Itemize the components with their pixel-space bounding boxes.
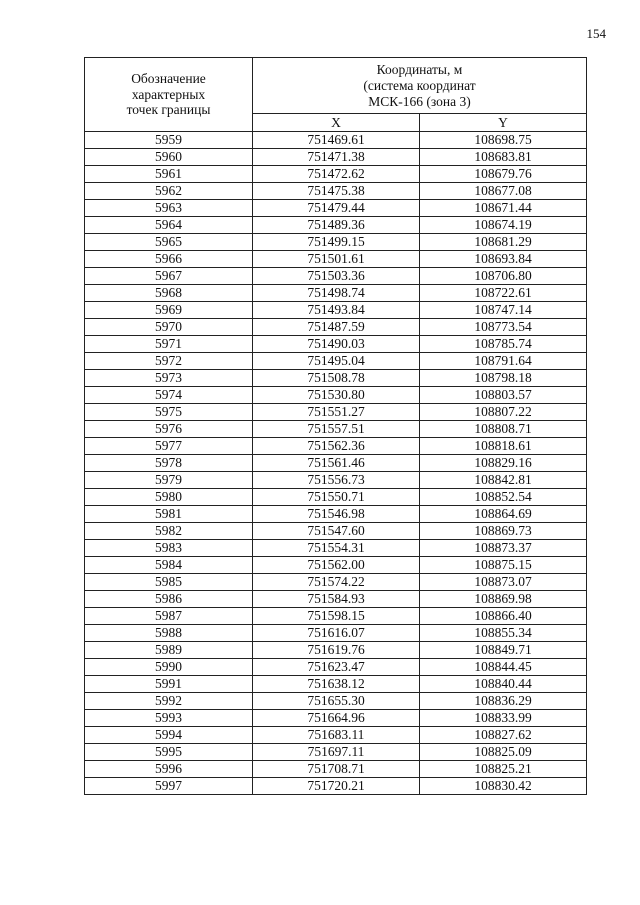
y-coordinate-cell: 108833.99 [420, 710, 587, 727]
table-row [85, 217, 587, 234]
x-coordinate-cell: 751562.00 [253, 557, 420, 574]
table-row [85, 149, 587, 166]
point-id-cell: 5988 [85, 625, 253, 642]
table-row [85, 574, 587, 591]
table-row [85, 472, 587, 489]
point-id-cell: 5996 [85, 761, 253, 778]
table-row [85, 591, 587, 608]
y-coordinate-cell: 108808.71 [420, 421, 587, 438]
table-row [85, 778, 587, 795]
point-id-cell: 5960 [85, 149, 253, 166]
header-line: точек границы [126, 102, 211, 118]
header-line: (система координат [363, 77, 476, 93]
table-row [85, 353, 587, 370]
point-id-cell: 5990 [85, 659, 253, 676]
table-row [85, 608, 587, 625]
table-row [85, 523, 587, 540]
point-id-cell: 5984 [85, 557, 253, 574]
y-coordinate-cell: 108722.61 [420, 285, 587, 302]
table-row [85, 183, 587, 200]
point-id-cell: 5968 [85, 285, 253, 302]
point-id-cell: 5959 [85, 132, 253, 149]
y-coordinate-cell: 108785.74 [420, 336, 587, 353]
header-line: МСК-166 (зона 3) [368, 93, 471, 109]
x-coordinate-cell: 751623.47 [253, 659, 420, 676]
y-coordinate-cell: 108825.21 [420, 761, 587, 778]
y-coordinate-cell: 108852.54 [420, 489, 587, 506]
point-id-cell: 5983 [85, 540, 253, 557]
y-coordinate-cell: 108674.19 [420, 217, 587, 234]
x-coordinate-cell: 751551.27 [253, 404, 420, 421]
table-row [85, 438, 587, 455]
table-row [85, 540, 587, 557]
y-column-header: Y [420, 114, 587, 132]
point-id-cell: 5967 [85, 268, 253, 285]
x-coordinate-cell: 751697.11 [253, 744, 420, 761]
y-coordinate-cell: 108844.45 [420, 659, 587, 676]
x-coordinate-cell: 751495.04 [253, 353, 420, 370]
y-coordinate-cell: 108803.57 [420, 387, 587, 404]
table-row [85, 761, 587, 778]
table-row [85, 132, 587, 149]
x-coordinate-cell: 751498.74 [253, 285, 420, 302]
point-id-cell: 5989 [85, 642, 253, 659]
x-coordinate-cell: 751720.21 [253, 778, 420, 795]
table-row [85, 506, 587, 523]
y-coordinate-cell: 108836.29 [420, 693, 587, 710]
point-designation-header [85, 58, 253, 132]
y-coordinate-cell: 108829.16 [420, 455, 587, 472]
table-row [85, 268, 587, 285]
y-coordinate-cell: 108773.54 [420, 319, 587, 336]
x-coordinate-cell: 751489.36 [253, 217, 420, 234]
point-id-cell: 5991 [85, 676, 253, 693]
point-id-cell: 5982 [85, 523, 253, 540]
point-id-cell: 5975 [85, 404, 253, 421]
x-coordinate-cell: 751554.31 [253, 540, 420, 557]
table-row [85, 251, 587, 268]
x-coordinate-cell: 751550.71 [253, 489, 420, 506]
y-coordinate-cell: 108869.98 [420, 591, 587, 608]
x-coordinate-cell: 751546.98 [253, 506, 420, 523]
y-coordinate-cell: 108855.34 [420, 625, 587, 642]
table-body [85, 132, 587, 795]
point-id-cell: 5976 [85, 421, 253, 438]
header-line: Координаты, м [376, 61, 463, 77]
point-id-cell: 5979 [85, 472, 253, 489]
point-id-cell: 5995 [85, 744, 253, 761]
point-id-cell: 5973 [85, 370, 253, 387]
table-row [85, 302, 587, 319]
y-coordinate-cell: 108849.71 [420, 642, 587, 659]
x-coordinate-cell: 751490.03 [253, 336, 420, 353]
x-coordinate-cell: 751471.38 [253, 149, 420, 166]
x-coordinate-cell: 751547.60 [253, 523, 420, 540]
x-coordinate-cell: 751619.76 [253, 642, 420, 659]
point-id-cell: 5994 [85, 727, 253, 744]
x-coordinate-cell: 751501.61 [253, 251, 420, 268]
y-coordinate-cell: 108693.84 [420, 251, 587, 268]
x-coordinate-cell: 751530.80 [253, 387, 420, 404]
x-coordinate-cell: 751708.71 [253, 761, 420, 778]
point-id-cell: 5980 [85, 489, 253, 506]
y-coordinate-cell: 108706.80 [420, 268, 587, 285]
y-coordinate-cell: 108679.76 [420, 166, 587, 183]
table-row [85, 336, 587, 353]
coordinates-table [84, 57, 587, 795]
y-coordinate-cell: 108698.75 [420, 132, 587, 149]
y-coordinate-cell: 108798.18 [420, 370, 587, 387]
table-row [85, 557, 587, 574]
table-row [85, 387, 587, 404]
point-id-cell: 5986 [85, 591, 253, 608]
header-line: Обозначение [131, 71, 206, 87]
table-row [85, 676, 587, 693]
x-coordinate-cell: 751493.84 [253, 302, 420, 319]
table-row [85, 710, 587, 727]
y-coordinate-cell: 108677.08 [420, 183, 587, 200]
table-row [85, 727, 587, 744]
x-coordinate-cell: 751655.30 [253, 693, 420, 710]
y-coordinate-cell: 108681.29 [420, 234, 587, 251]
table-row [85, 200, 587, 217]
y-coordinate-cell: 108866.40 [420, 608, 587, 625]
x-coordinate-cell: 751598.15 [253, 608, 420, 625]
point-id-cell: 5997 [85, 778, 253, 795]
point-id-cell: 5978 [85, 455, 253, 472]
point-id-cell: 5963 [85, 200, 253, 217]
y-coordinate-cell: 108683.81 [420, 149, 587, 166]
point-id-cell: 5966 [85, 251, 253, 268]
x-coordinate-cell: 751487.59 [253, 319, 420, 336]
coordinates-header [253, 58, 587, 114]
x-column-header: X [253, 114, 420, 132]
x-coordinate-cell: 751479.44 [253, 200, 420, 217]
point-id-cell: 5987 [85, 608, 253, 625]
point-id-cell: 5962 [85, 183, 253, 200]
y-coordinate-cell: 108671.44 [420, 200, 587, 217]
point-id-cell: 5981 [85, 506, 253, 523]
point-id-cell: 5961 [85, 166, 253, 183]
point-id-cell: 5974 [85, 387, 253, 404]
y-coordinate-cell: 108807.22 [420, 404, 587, 421]
y-coordinate-cell: 108747.14 [420, 302, 587, 319]
table-row [85, 234, 587, 251]
y-coordinate-cell: 108873.07 [420, 574, 587, 591]
point-id-cell: 5971 [85, 336, 253, 353]
x-coordinate-cell: 751574.22 [253, 574, 420, 591]
table-header [85, 58, 587, 132]
point-id-cell: 5985 [85, 574, 253, 591]
y-coordinate-cell: 108830.42 [420, 778, 587, 795]
x-coordinate-cell: 751638.12 [253, 676, 420, 693]
x-coordinate-cell: 751561.46 [253, 455, 420, 472]
point-id-cell: 5964 [85, 217, 253, 234]
header-line: характерных [131, 86, 206, 102]
x-coordinate-cell: 751683.11 [253, 727, 420, 744]
y-coordinate-cell: 108840.44 [420, 676, 587, 693]
point-id-cell: 5965 [85, 234, 253, 251]
point-id-cell: 5972 [85, 353, 253, 370]
y-coordinate-cell: 108818.61 [420, 438, 587, 455]
page-number: 154 [586, 26, 606, 41]
y-coordinate-cell: 108842.81 [420, 472, 587, 489]
table-row [85, 285, 587, 302]
x-coordinate-cell: 751556.73 [253, 472, 420, 489]
table-row [85, 642, 587, 659]
table-row [85, 319, 587, 336]
x-coordinate-cell: 751475.38 [253, 183, 420, 200]
x-coordinate-cell: 751584.93 [253, 591, 420, 608]
table-row [85, 744, 587, 761]
y-coordinate-cell: 108864.69 [420, 506, 587, 523]
x-coordinate-cell: 751472.62 [253, 166, 420, 183]
point-id-cell: 5969 [85, 302, 253, 319]
y-coordinate-cell: 108825.09 [420, 744, 587, 761]
y-coordinate-cell: 108873.37 [420, 540, 587, 557]
y-coordinate-cell: 108791.64 [420, 353, 587, 370]
table-row [85, 404, 587, 421]
y-coordinate-cell: 108869.73 [420, 523, 587, 540]
y-coordinate-cell: 108827.62 [420, 727, 587, 744]
table-row [85, 693, 587, 710]
table-row [85, 455, 587, 472]
x-coordinate-cell: 751508.78 [253, 370, 420, 387]
point-id-cell: 5993 [85, 710, 253, 727]
x-coordinate-cell: 751469.61 [253, 132, 420, 149]
table-row [85, 166, 587, 183]
point-id-cell: 5970 [85, 319, 253, 336]
point-id-cell: 5977 [85, 438, 253, 455]
y-coordinate-cell: 108875.15 [420, 557, 587, 574]
table-row [85, 421, 587, 438]
x-coordinate-cell: 751557.51 [253, 421, 420, 438]
table-row [85, 370, 587, 387]
x-coordinate-cell: 751664.96 [253, 710, 420, 727]
table-row [85, 625, 587, 642]
x-coordinate-cell: 751503.36 [253, 268, 420, 285]
table-row [85, 659, 587, 676]
x-coordinate-cell: 751499.15 [253, 234, 420, 251]
x-coordinate-cell: 751616.07 [253, 625, 420, 642]
table-row [85, 489, 587, 506]
x-coordinate-cell: 751562.36 [253, 438, 420, 455]
point-id-cell: 5992 [85, 693, 253, 710]
